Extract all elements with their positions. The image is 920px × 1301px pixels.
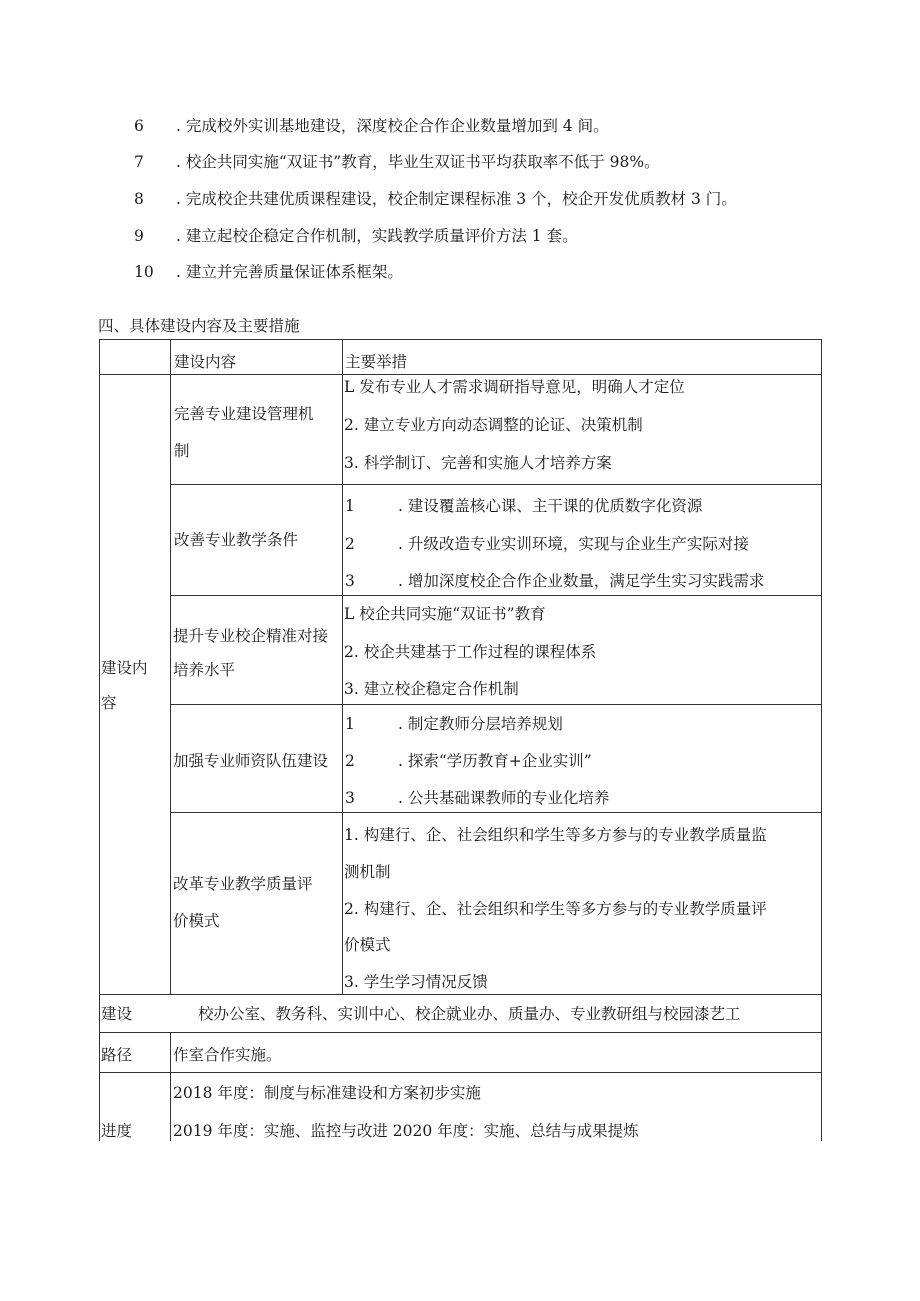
table-rule — [99, 374, 822, 375]
row-content: 制 — [174, 442, 190, 460]
row-measure-number: 1 — [345, 497, 355, 515]
table-rule — [99, 339, 822, 340]
row-measure: . 建设覆盖核心课、主干课的优质数字化资源 — [398, 497, 703, 515]
table-rule — [170, 704, 822, 705]
row-measure: 1. 构建行、企、社会组织和学生等多方参与的专业教学质量监 — [344, 826, 767, 844]
item-text: . 建立起校企稳定合作机制，实践教学质量评价方法 1 套。 — [176, 227, 578, 245]
table-rule — [170, 484, 822, 485]
row-measure: 2. 校企共建基于工作过程的课程体系 — [344, 643, 597, 661]
row-content: 培养水平 — [173, 661, 236, 679]
item-number: 9 — [134, 227, 144, 245]
path-text: 作室合作实施。 — [173, 1046, 282, 1064]
table-rule — [170, 1032, 171, 1141]
row-measure: 3. 建立校企稳定合作机制 — [344, 680, 519, 698]
section-heading: 四、具体建设内容及主要措施 — [98, 317, 300, 335]
row-measure: L 校企共同实施“双证书”教育 — [344, 605, 546, 623]
path-text: 校办公室、教务科、实训中心、校企就业办、质量办、专业教研组与校园漆艺工 — [198, 1005, 741, 1023]
group-label: 建设内 — [101, 659, 148, 677]
progress-text: 2019 年度：实施、监控与改进 2020 年度：实施、总结与成果提炼 — [173, 1122, 639, 1140]
row-measure: 2. 建立专业方向动态调整的论证、决策机制 — [344, 416, 643, 434]
row-content: 提升专业校企精准对接 — [173, 627, 329, 645]
table-rule — [342, 339, 343, 994]
table-rule — [170, 595, 822, 596]
row-measure: 价模式 — [344, 936, 391, 954]
row-content: 加强专业师资队伍建设 — [173, 752, 329, 770]
item-number: 10 — [134, 263, 154, 281]
table-rule — [99, 1032, 822, 1033]
row-content: 价模式 — [173, 912, 220, 930]
item-number: 8 — [134, 190, 144, 208]
header-content: 建设内容 — [174, 353, 237, 371]
table-rule — [99, 994, 822, 995]
row-measure: 3. 科学制订、完善和实施人才培养方案 — [344, 454, 612, 472]
row-content: 完善专业建设管理机 — [174, 405, 314, 423]
row-measure: . 增加深度校企合作企业数量，满足学生实习实践需求 — [398, 572, 765, 590]
row-content: 改善专业教学条件 — [174, 531, 299, 549]
row-measure: . 制定教师分层培养规划 — [398, 715, 563, 733]
group-label: 容 — [101, 694, 117, 712]
item-text: . 校企共同实施“双证书”教育，毕业生双证书平均获取率不低于 98%。 — [176, 153, 660, 171]
table-rule — [821, 339, 822, 1141]
table-rule — [170, 812, 822, 813]
row-measure: . 探索“学历教育+企业实训” — [398, 752, 592, 770]
table-rule — [99, 339, 100, 1141]
item-text: . 完成校企共建优质课程建设，校企制定课程标准 3 个，校企开发优质教材 3 门。 — [176, 190, 737, 208]
row-measure-number: 2 — [345, 752, 355, 770]
row-measure: 测机制 — [344, 863, 391, 881]
path-label: 建设 — [101, 1005, 133, 1023]
table-rule — [99, 1072, 822, 1073]
row-measure: L 发布专业人才需求调研指导意见，明确人才定位 — [344, 378, 685, 396]
item-text: . 完成校外实训基地建设，深度校企合作企业数量增加到 4 间。 — [176, 117, 609, 135]
row-measure-number: 3 — [345, 789, 355, 807]
item-number: 6 — [134, 117, 144, 135]
row-measure: 2. 构建行、企、社会组织和学生等多方参与的专业教学质量评 — [344, 900, 767, 918]
row-measure-number: 1 — [345, 715, 355, 733]
header-measures: 主要举措 — [345, 353, 408, 371]
row-measure: . 升级改造专业实训环境，实现与企业生产实际对接 — [398, 535, 749, 553]
progress-text: 2018 年度：制度与标准建设和方案初步实施 — [173, 1084, 481, 1102]
item-number: 7 — [134, 153, 144, 171]
row-measure: 3. 学生学习情况反馈 — [344, 973, 488, 991]
row-content: 改革专业教学质量评 — [173, 875, 313, 893]
row-measure: . 公共基础课教师的专业化培养 — [398, 789, 610, 807]
progress-label: 进度 — [101, 1122, 133, 1140]
path-label: 路径 — [101, 1046, 133, 1064]
row-measure-number: 2 — [345, 535, 355, 553]
table-rule — [170, 339, 171, 994]
item-text: . 建立并完善质量保证体系框架。 — [176, 263, 403, 281]
row-measure-number: 3 — [345, 572, 355, 590]
